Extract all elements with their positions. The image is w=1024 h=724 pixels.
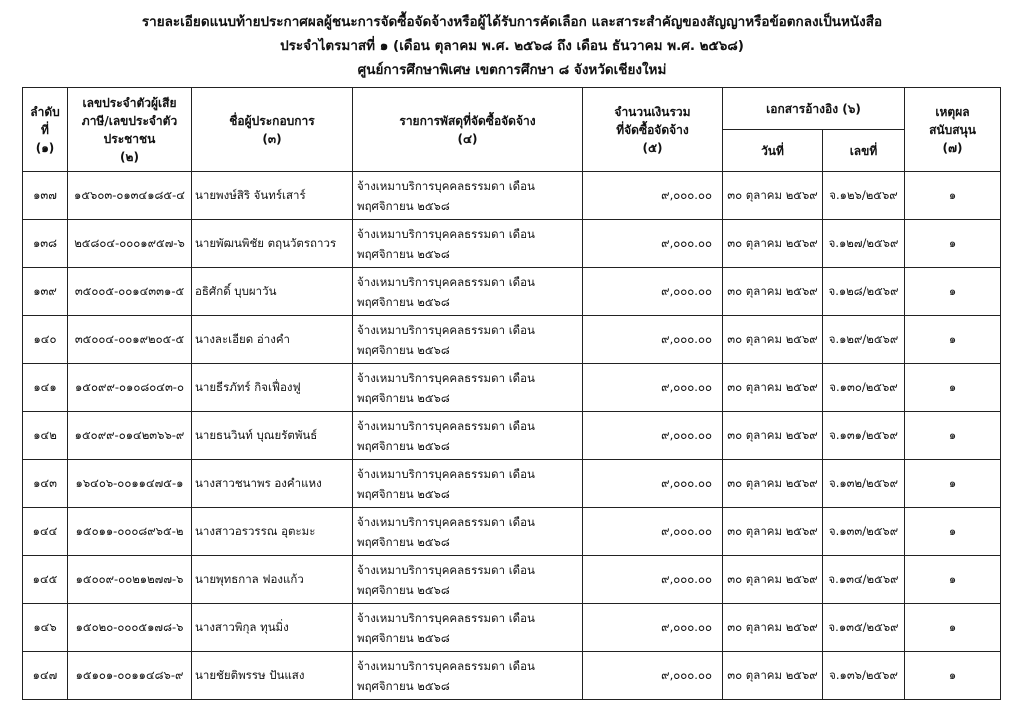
cell-vendor-name: นางสาวพิกุล ทุนมิ่ง <box>192 604 353 652</box>
cell-taxid: ๑๖๔๐๖-๐๐๑๑๔๗๕-๑ <box>68 460 192 508</box>
cell-seq: ๑๔๗ <box>23 652 68 700</box>
table-row <box>23 220 1001 268</box>
cell-reason: ๑ <box>905 364 1001 412</box>
cell-reason: ๑ <box>905 652 1001 700</box>
cell-seq: ๑๓๘ <box>23 220 68 268</box>
cell-reason: ๑ <box>905 172 1001 220</box>
cell-ref-no: จ.๑๓๖/๒๕๖๙ <box>823 652 905 700</box>
cell-taxid: ๑๕๖๐๓-๐๑๓๔๑๘๕-๔ <box>68 172 192 220</box>
cell-reason: ๑ <box>905 460 1001 508</box>
cell-item: จ้างเหมาบริการบุคคลธรรมดา เดือน พฤศจิกายน ๒๕๖๘ <box>353 460 583 508</box>
cell-ref-date: ๓๐ ตุลาคม ๒๕๖๙ <box>723 220 823 268</box>
table-row <box>23 556 1001 604</box>
cell-taxid: ๑๕๐๙๙-๐๑๔๒๓๖๖-๙ <box>68 412 192 460</box>
cell-seq: ๑๔๐ <box>23 316 68 364</box>
cell-taxid: ๑๕๐๑๑-๐๐๐๘๙๖๕-๒ <box>68 508 192 556</box>
cell-amount: ๙,๐๐๐.๐๐ <box>583 364 723 412</box>
table-row <box>23 508 1001 556</box>
header-ref-date: วันที่ <box>723 130 823 172</box>
cell-vendor-name: นางสาวชนาพร องคำแหง <box>192 460 353 508</box>
cell-item: จ้างเหมาบริการบุคคลธรรมดา เดือน พฤศจิกายน ๒๕๖๘ <box>353 220 583 268</box>
cell-taxid: ๓๕๐๐๔-๐๐๑๙๒๐๕-๕ <box>68 316 192 364</box>
cell-ref-date: ๓๐ ตุลาคม ๒๕๖๙ <box>723 172 823 220</box>
cell-amount: ๙,๐๐๐.๐๐ <box>583 172 723 220</box>
cell-seq: ๑๔๕ <box>23 556 68 604</box>
cell-ref-date: ๓๐ ตุลาคม ๒๕๖๙ <box>723 268 823 316</box>
table-row <box>23 412 1001 460</box>
cell-reason: ๑ <box>905 556 1001 604</box>
cell-amount: ๙,๐๐๐.๐๐ <box>583 316 723 364</box>
document-agency: ศูนย์การศึกษาพิเศษ เขตการศึกษา ๘ จังหวัดเชียงใหม่ <box>357 62 667 78</box>
cell-item: จ้างเหมาบริการบุคคลธรรมดา เดือน พฤศจิกายน ๒๕๖๘ <box>353 316 583 364</box>
cell-ref-no: จ.๑๓๐/๒๕๖๙ <box>823 364 905 412</box>
cell-item: จ้างเหมาบริการบุคคลธรรมดา เดือน พฤศจิกายน ๒๕๖๘ <box>353 412 583 460</box>
cell-ref-date: ๓๐ ตุลาคม ๒๕๖๙ <box>723 364 823 412</box>
cell-ref-date: ๓๐ ตุลาคม ๒๕๖๙ <box>723 652 823 700</box>
cell-vendor-name: นายธีรภัทร์ กิจเฟื่องฟู <box>192 364 353 412</box>
cell-reason: ๑ <box>905 268 1001 316</box>
cell-item: จ้างเหมาบริการบุคคลธรรมดา เดือน พฤศจิกายน ๒๕๖๘ <box>353 268 583 316</box>
cell-item: จ้างเหมาบริการบุคคลธรรมดา เดือน พฤศจิกายน ๒๕๖๘ <box>353 172 583 220</box>
cell-seq: ๑๔๔ <box>23 508 68 556</box>
table-row <box>23 460 1001 508</box>
table-row <box>23 268 1001 316</box>
cell-vendor-name: นายพงษ์สิริ จันทร์เสาร์ <box>192 172 353 220</box>
cell-ref-date: ๓๐ ตุลาคม ๒๕๖๙ <box>723 556 823 604</box>
cell-ref-no: จ.๑๓๑/๒๕๖๙ <box>823 412 905 460</box>
cell-seq: ๑๔๖ <box>23 604 68 652</box>
cell-vendor-name: นายชัยติพรรษ ปันแสง <box>192 652 353 700</box>
cell-ref-date: ๓๐ ตุลาคม ๒๕๖๙ <box>723 460 823 508</box>
cell-taxid: ๓๕๐๐๕-๐๐๑๔๓๓๑-๕ <box>68 268 192 316</box>
cell-ref-no: จ.๑๓๓/๒๕๖๙ <box>823 508 905 556</box>
table-row <box>23 316 1001 364</box>
cell-reason: ๑ <box>905 508 1001 556</box>
cell-seq: ๑๓๙ <box>23 268 68 316</box>
cell-amount: ๙,๐๐๐.๐๐ <box>583 652 723 700</box>
table-row <box>23 604 1001 652</box>
cell-amount: ๙,๐๐๐.๐๐ <box>583 268 723 316</box>
cell-item: จ้างเหมาบริการบุคคลธรรมดา เดือน พฤศจิกายน ๒๕๖๘ <box>353 604 583 652</box>
cell-reason: ๑ <box>905 316 1001 364</box>
cell-vendor-name: นายธนวินท์ บุณยรัตพันธ์ <box>192 412 353 460</box>
cell-ref-no: จ.๑๓๒/๒๕๖๙ <box>823 460 905 508</box>
cell-amount: ๙,๐๐๐.๐๐ <box>583 556 723 604</box>
header-vendor: ชื่อผู้ประกอบการ (๓) <box>192 88 353 172</box>
cell-ref-date: ๓๐ ตุลาคม ๒๕๖๙ <box>723 316 823 364</box>
table-row <box>23 172 1001 220</box>
procurement-table <box>22 87 1001 700</box>
cell-reason: ๑ <box>905 412 1001 460</box>
cell-amount: ๙,๐๐๐.๐๐ <box>583 220 723 268</box>
cell-ref-no: จ.๑๓๕/๒๕๖๙ <box>823 604 905 652</box>
cell-item: จ้างเหมาบริการบุคคลธรรมดา เดือน พฤศจิกายน ๒๕๖๘ <box>353 364 583 412</box>
header-reason: เหตุผล สนับสนุน (๗) <box>905 88 1001 172</box>
cell-vendor-name: นายพุทธกาล ฟองแก้ว <box>192 556 353 604</box>
cell-seq: ๑๔๒ <box>23 412 68 460</box>
cell-ref-no: จ.๑๒๖/๒๕๖๙ <box>823 172 905 220</box>
cell-item: จ้างเหมาบริการบุคคลธรรมดา เดือน พฤศจิกายน ๒๕๖๘ <box>353 556 583 604</box>
header-seq: ลำดับที่ (๑) <box>23 88 68 172</box>
cell-item: จ้างเหมาบริการบุคคลธรรมดา เดือน พฤศจิกายน ๒๕๖๘ <box>353 652 583 700</box>
cell-reason: ๑ <box>905 604 1001 652</box>
cell-amount: ๙,๐๐๐.๐๐ <box>583 508 723 556</box>
cell-vendor-name: นางสาวอรวรรณ อุตะมะ <box>192 508 353 556</box>
header-ref-no: เลขที่ <box>823 130 905 172</box>
cell-ref-date: ๓๐ ตุลาคม ๒๕๖๙ <box>723 412 823 460</box>
header-taxid: เลขประจำตัวผู้เสีย ภาษี/เลขประจำตัว ประชาชน (๒) <box>68 88 192 172</box>
cell-vendor-name: นายพัฒนพิชัย ตฤนวัตรถาวร <box>192 220 353 268</box>
header-item: รายการพัสดุที่จัดซื้อจัดจ้าง (๔) <box>353 88 583 172</box>
header-ref: เอกสารอ้างอิง (๖) <box>723 88 905 130</box>
header-amount: จำนวนเงินรวม ที่จัดซื้อจัดจ้าง (๕) <box>583 88 723 172</box>
cell-amount: ๙,๐๐๐.๐๐ <box>583 460 723 508</box>
table-row <box>23 364 1001 412</box>
cell-ref-no: จ.๑๒๘/๒๕๖๙ <box>823 268 905 316</box>
cell-taxid: ๒๕๘๐๔-๐๐๐๑๙๕๗-๖ <box>68 220 192 268</box>
cell-ref-date: ๓๐ ตุลาคม ๒๕๖๙ <box>723 604 823 652</box>
cell-taxid: ๑๕๑๐๑-๐๐๑๑๔๘๖-๙ <box>68 652 192 700</box>
cell-ref-no: จ.๑๒๙/๒๕๖๙ <box>823 316 905 364</box>
table-row <box>23 652 1001 700</box>
cell-amount: ๙,๐๐๐.๐๐ <box>583 412 723 460</box>
cell-reason: ๑ <box>905 220 1001 268</box>
cell-taxid: ๑๕๐๐๙-๐๐๒๑๒๗๗-๖ <box>68 556 192 604</box>
table-body <box>23 172 1001 700</box>
cell-seq: ๑๔๓ <box>23 460 68 508</box>
cell-ref-no: จ.๑๒๗/๒๕๖๙ <box>823 220 905 268</box>
cell-taxid: ๑๕๐๒๐-๐๐๐๕๑๗๘-๖ <box>68 604 192 652</box>
cell-taxid: ๑๕๐๙๙-๐๑๐๘๐๔๓-๐ <box>68 364 192 412</box>
cell-ref-date: ๓๐ ตุลาคม ๒๕๖๙ <box>723 508 823 556</box>
cell-vendor-name: นางละเอียด อ่างคำ <box>192 316 353 364</box>
cell-amount: ๙,๐๐๐.๐๐ <box>583 604 723 652</box>
document-period: ประจำไตรมาสที่ ๑ (เดือน ตุลาคม พ.ศ. ๒๕๖๘ ถึง เดือน ธันวาคม พ.ศ. ๒๕๖๘) <box>280 38 744 54</box>
cell-seq: ๑๓๗ <box>23 172 68 220</box>
cell-item: จ้างเหมาบริการบุคคลธรรมดา เดือน พฤศจิกายน ๒๕๖๘ <box>353 508 583 556</box>
cell-vendor-name: อธิศักดิ์ บุบผาวัน <box>192 268 353 316</box>
document-title: รายละเอียดแนบท้ายประกาศผลผู้ชนะการจัดซื้อจัดจ้างหรือผู้ได้รับการคัดเลือก และสาระสำคัญของสัญญาหรือข้อตกลงเป็นหนังสือ <box>141 14 883 30</box>
cell-seq: ๑๔๑ <box>23 364 68 412</box>
cell-ref-no: จ.๑๓๔/๒๕๖๙ <box>823 556 905 604</box>
